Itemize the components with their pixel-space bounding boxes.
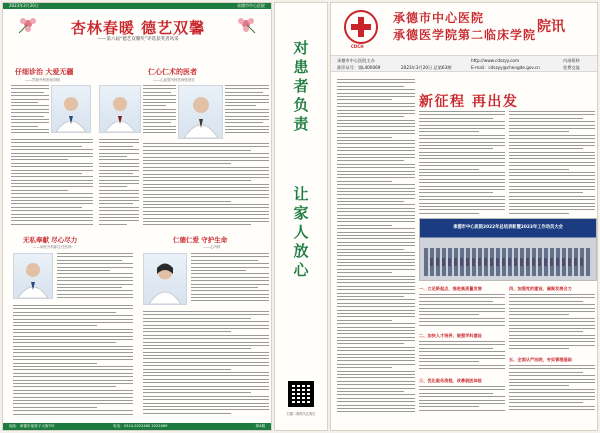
masthead-college-name: 承德医学院第二临床学院 (393, 28, 537, 42)
qr-note: 扫描二维码关注我们 (286, 412, 316, 416)
doctor-photo (178, 85, 223, 139)
article4-text-bottom (143, 311, 269, 417)
masthead-bulletin-title: 院讯 (537, 19, 565, 35)
permit-text: 准印证号：第L400069 (337, 65, 381, 70)
article2-text-side (143, 85, 176, 139)
section-body (419, 294, 505, 330)
article3-title: 无私奉献 尽心尽力 (23, 236, 78, 244)
issue-info-bar (331, 55, 597, 72)
doctor-photo (13, 253, 53, 299)
slogan-char: 人 (293, 223, 309, 241)
doctor-photo (51, 85, 91, 133)
slogan-char: 负 (293, 96, 309, 114)
spine-slogan-panel (274, 2, 328, 431)
left-footer-bar (3, 423, 271, 430)
article3-subtitle: ——神经外科副主任医师 (33, 245, 72, 249)
audience-row (424, 248, 592, 276)
left-header-date: 2023年3月20日 (9, 3, 39, 8)
section-heading: 二、加快人才培养，做强学科建设 (419, 333, 482, 338)
conference-banner-caption: 承德市中心医院2022年总结表彰暨2023年工作动员大会 (453, 225, 563, 230)
footer-address: 地址：承德市南营子大街3号 (9, 424, 55, 428)
qr-code (288, 381, 314, 407)
footer-issue: 第4期 (255, 424, 265, 428)
left-main-subtitle: ——第六届“德艺双馨奖”评选获奖者风采 (97, 37, 179, 42)
logo-text: CDCH (351, 44, 364, 49)
article3-text (57, 253, 133, 301)
doctor-photo (143, 253, 187, 305)
article2-title: 仁心仁术的医者 (148, 68, 197, 76)
issue-date-text: 2023年3月20日 总第63期 (401, 65, 452, 70)
article2-text (99, 139, 139, 227)
slogan-char: 让 (293, 185, 309, 203)
left-newspaper-page (2, 2, 272, 431)
section-body (419, 386, 505, 416)
slogan-line-1 (275, 39, 327, 134)
left-main-title: 杏林春暖 德艺双馨 (70, 19, 206, 37)
section-body (509, 365, 595, 415)
article4-subtitle: ——心内科 (203, 245, 221, 249)
article1-text (11, 85, 49, 137)
slogan-char: 患 (293, 58, 309, 76)
article1-title: 仔细诊治 大爱无疆 (15, 68, 74, 76)
article4-text (191, 253, 269, 307)
article-column-left (337, 79, 415, 415)
article2-subtitle: ——心血管内科医师张建宏 (153, 78, 195, 82)
flower-icon (235, 13, 257, 35)
slogan-char: 责 (293, 115, 309, 133)
slogan-line-2 (275, 185, 327, 280)
website-text[interactable]: http://www.cdszyy.com (471, 58, 520, 63)
section-heading: 一、立足新起点，推进高质量发展 (419, 286, 482, 291)
left-header-hospital: 承德市中心医院 (237, 3, 265, 8)
right-newspaper-page (330, 2, 598, 431)
internal-text: 内部资料 (563, 58, 580, 63)
article1-text-continued (11, 139, 93, 227)
section-heading: 四、加强党的建设，凝聚发展合力 (509, 286, 572, 291)
section-heading: 五、全面从严治院，夯实管理基础 (509, 357, 572, 362)
main-headline: 新征程 再出发 (419, 94, 519, 110)
hospital-logo-icon (343, 9, 379, 45)
publisher-text: 承德市中心医院主办 (337, 58, 375, 63)
article-column-mid (419, 111, 505, 215)
section-heading: 三、优化服务流程，改善就医体验 (419, 378, 482, 383)
flower-icon (17, 13, 39, 35)
slogan-char: 者 (293, 77, 309, 95)
section-body (509, 294, 595, 354)
article3-text-bottom (13, 305, 133, 417)
article-column-right (509, 111, 595, 215)
section-body (419, 341, 505, 375)
article2-text-bottom (143, 143, 269, 227)
email-text[interactable]: E-mail：cdszyy@chengde.gov.cn (471, 65, 540, 70)
article4-title: 仁德仁爱 守护生命 (173, 236, 228, 244)
article1-subtitle: ——胃肠外科医师刘明 (25, 78, 60, 82)
free-text: 免费交流 (563, 65, 580, 70)
doctor-photo (99, 85, 141, 133)
masthead-hospital-name: 承德市中心医院 (393, 11, 485, 25)
article2-text-right (225, 85, 269, 139)
conference-photo (419, 218, 597, 281)
slogan-char: 心 (293, 261, 309, 279)
left-header-bar (3, 3, 271, 9)
slogan-char: 放 (293, 242, 309, 260)
slogan-char: 家 (293, 204, 309, 222)
slogan-char: 对 (293, 39, 309, 57)
footer-tel: 电话：0314-2022480 2022489 (113, 424, 168, 428)
